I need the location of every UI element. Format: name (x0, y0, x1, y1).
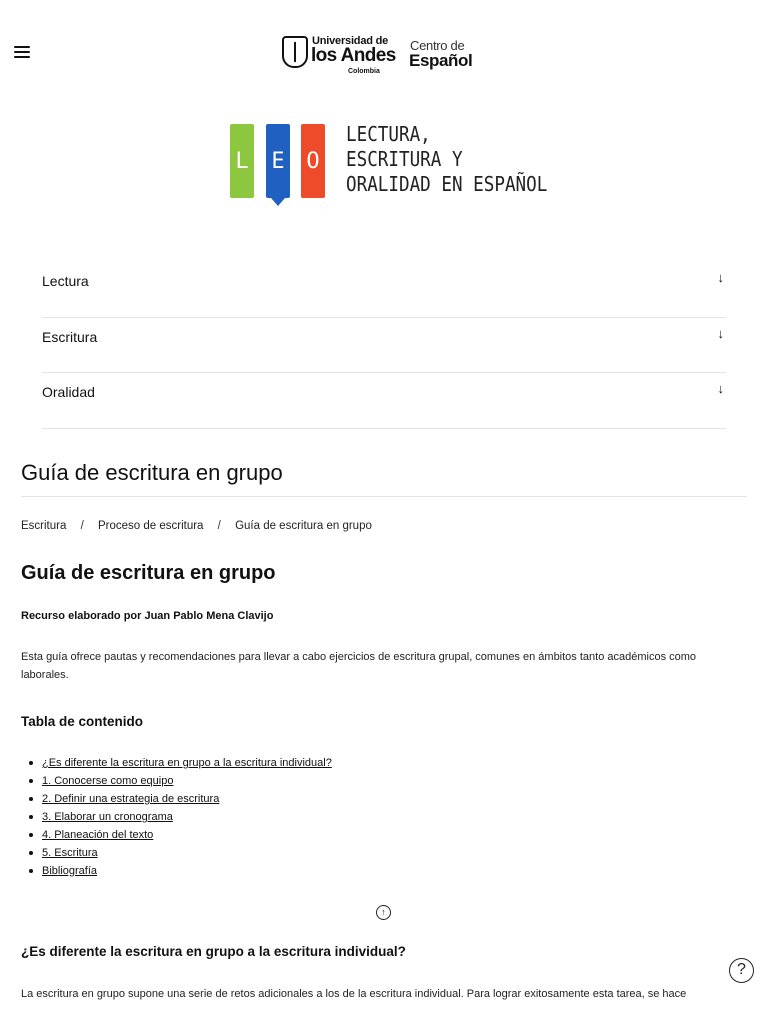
toc-title: Tabla de contenido (21, 714, 144, 729)
accordion-label: Lectura (42, 273, 89, 289)
toc-link[interactable]: ¿Es diferente la escritura en grupo a la escritura individual? (42, 757, 332, 769)
leo-logo[interactable] (230, 122, 550, 212)
university-seal-icon (282, 36, 308, 68)
pencil-red (301, 124, 325, 198)
accordion-item-escritura[interactable] (42, 318, 726, 374)
article-intro: Esta guía ofrece pautas y recomendaciones para llevar a cabo ejercicios de escritura grupal, comunes en ámbitos tanto académicos como laborales. (21, 651, 697, 681)
leo-tagline-line3: ORALIDAD EN ESPAÑOL (346, 172, 548, 196)
arrow-down-icon: ↓ (717, 270, 724, 285)
university-name-line1: Universidad de (312, 35, 389, 47)
toc-link[interactable]: Bibliografía (42, 865, 98, 877)
pencil-tip-icon (271, 198, 285, 206)
breadcrumb (21, 520, 372, 532)
article-content (21, 560, 727, 877)
toc-link[interactable]: 1. Conocerse como equipo (42, 775, 174, 787)
accordion-label: Oralidad (42, 384, 95, 400)
hamburger-menu-icon[interactable] (14, 46, 30, 60)
toc-item (29, 754, 332, 772)
toc-item (29, 790, 332, 808)
site-header (0, 0, 768, 110)
centro-line1: Centro de (410, 38, 465, 53)
section-heading: ¿Es diferente la escritura en grupo a la escritura individual? (21, 944, 406, 959)
centro-line2: Español (409, 51, 473, 70)
toc-link[interactable]: 2. Definir una estrategia de escritura (42, 793, 220, 805)
pencil-blue (266, 124, 290, 198)
menu-bar (14, 46, 30, 48)
page-title: Guía de escritura en grupo (21, 460, 283, 485)
article-author: Recurso elaborado por Juan Pablo Mena Clavijo (21, 610, 274, 622)
menu-bar (14, 56, 30, 58)
accordion-label: Escritura (42, 328, 98, 345)
universidad-los-andes-logo[interactable] (282, 34, 396, 82)
university-name-line3: Colombia (348, 68, 380, 75)
arrow-down-icon: ↓ (717, 325, 724, 341)
arrow-down-icon: ↓ (717, 381, 724, 396)
toc-item (29, 826, 332, 844)
toc-item (29, 772, 332, 790)
toc-link[interactable]: 5. Escritura (42, 847, 98, 859)
leo-letter-e: E (271, 149, 285, 174)
leo-tagline (346, 122, 547, 197)
university-name-line2: los Andes (311, 45, 396, 66)
toc-item (29, 862, 332, 880)
centro-de-espanol-logo[interactable] (409, 38, 479, 72)
table-of-contents (29, 754, 332, 880)
breadcrumb-link-escritura[interactable]: Escritura (21, 520, 67, 532)
toc-link[interactable]: 3. Elaborar un cronograma (42, 811, 173, 823)
menu-bar (14, 51, 30, 53)
breadcrumb-link-proceso[interactable]: Proceso de escritura (97, 520, 204, 532)
breadcrumb-separator: / (217, 520, 221, 532)
breadcrumb-current: Guía de escritura en grupo (235, 520, 372, 532)
toc-item (29, 844, 332, 862)
leo-tagline-line2: ESCRITURA Y (346, 147, 463, 171)
back-to-top-icon[interactable]: ↑ (376, 905, 391, 920)
leo-letter-l: L (235, 149, 249, 174)
title-divider (21, 496, 747, 497)
pencil-green (230, 124, 254, 198)
leo-tagline-line1: LECTURA, (346, 122, 431, 146)
section-accordion (42, 262, 726, 429)
article-heading: Guía de escritura en grupo (21, 562, 276, 584)
help-question-icon[interactable]: ? (729, 958, 754, 983)
toc-link[interactable]: 4. Planeación del texto (42, 829, 154, 841)
leo-letter-o: O (306, 149, 320, 174)
breadcrumb-separator: / (80, 520, 84, 532)
accordion-item-lectura[interactable] (42, 262, 726, 318)
accordion-item-oralidad[interactable] (42, 373, 726, 429)
toc-item (29, 808, 332, 826)
section-paragraph: La escritura en grupo supone una serie de retos adicionales a los de la escritura individual. Para lograr exitosamente esta tarea, se hace (21, 988, 687, 1000)
